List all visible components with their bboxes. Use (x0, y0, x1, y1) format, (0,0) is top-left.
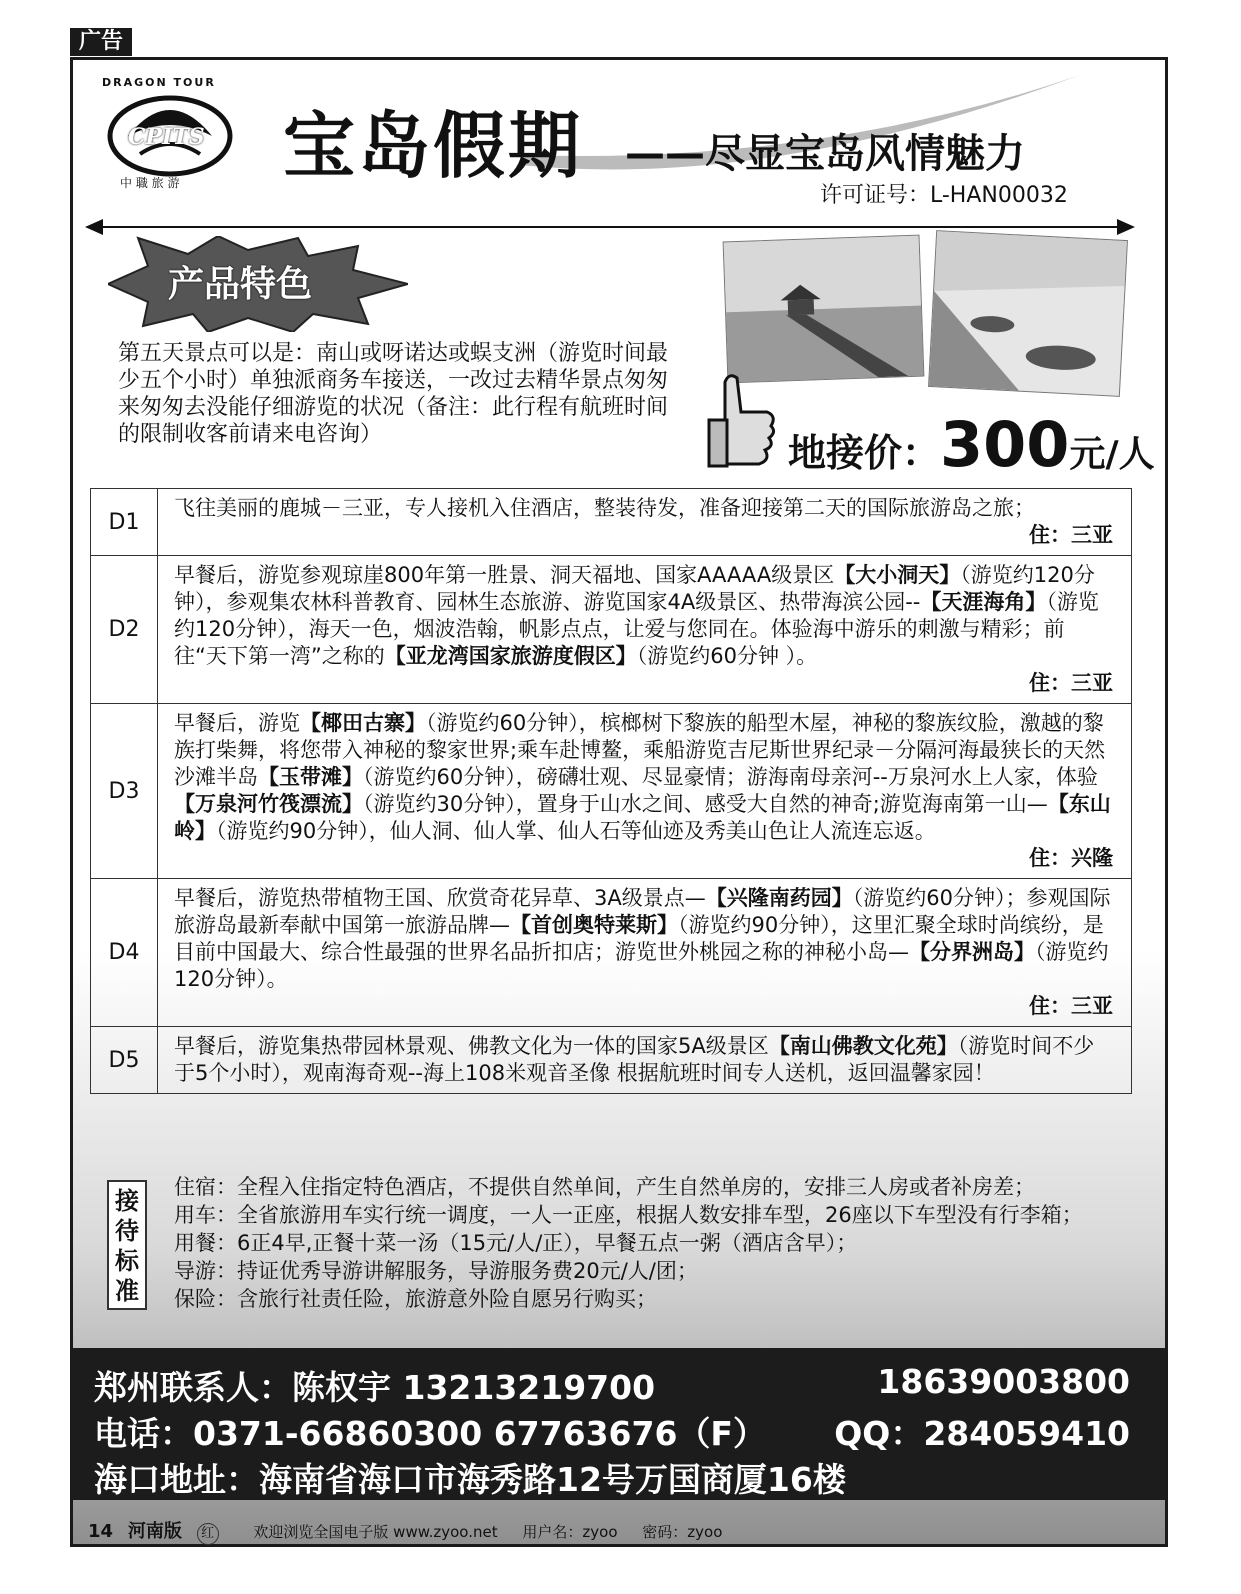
ad-tag: 广告 (70, 28, 132, 56)
itinerary-row (91, 704, 1132, 879)
contact-address: 海口地址：海南省海口市海秀路12号万国商厦16楼 (94, 1460, 846, 1499)
service-standard-item: 用餐：6正4早,正餐十菜一汤（15元/人/正），早餐五点一粥（酒店含早）； (174, 1231, 858, 1255)
password-text: 密码：zyoo (642, 1523, 723, 1541)
itinerary-text: （游览约60分钟），磅礴壮观、尽显豪情；游海南母亲河--万泉河水上人家，体验 (363, 765, 1098, 789)
itinerary-text: 飞往美丽的鹿城－三亚，专人接机入住酒店，整装待发，准备迎接第二天的国际旅游岛之旅； (174, 496, 1035, 520)
itinerary-row (91, 489, 1132, 556)
price-amount: 300 (940, 408, 1070, 481)
attraction-name: 【天涯海角】 (920, 590, 1047, 614)
edition-label: 河南版 (127, 1521, 182, 1542)
contact-phone: 电话：0371-66860300 67763676（F） (94, 1414, 766, 1453)
website-link[interactable]: 欢迎浏览全国电子版 www.zyoo.net (253, 1523, 498, 1541)
overnight-location: 住：三亚 (1029, 994, 1113, 1018)
attraction-name: 【大小洞天】 (834, 563, 961, 587)
thumbs-up-icon (705, 372, 777, 472)
contact-qq: QQ：284059410 (834, 1414, 1130, 1453)
attraction-name: 【南山佛教文化苑】 (768, 1034, 958, 1058)
itinerary-text: 早餐后，游览 (174, 711, 300, 735)
logo-bottom-text: 中 職 旅 游 (120, 176, 180, 190)
itinerary-text: （游览时间不少于5个小时），观南海奇观--海上108米观音圣像 根据航班时间专人送机，返回温馨家园！ (174, 1034, 1095, 1085)
itinerary-text: （游览约90分钟），这里汇聚全球时尚缤纷，是目前中国最大、综合性最强的世界名品折扣店；游览世外桃园之称的神秘小岛— (174, 913, 1104, 964)
itinerary-day: D4 (91, 879, 158, 1027)
attraction-name: 【首创奥特莱斯】 (510, 913, 678, 937)
overnight-location: 住：三亚 (1029, 523, 1113, 547)
attraction-name: 【玉带滩】 (258, 765, 363, 789)
attraction-name: 【万泉河竹筏漂流】 (174, 792, 363, 816)
itinerary-text: 早餐后，游览参观琼崖800年第一胜景、洞天福地、国家AAAAA级景区 (174, 563, 835, 587)
itinerary-table (90, 488, 1132, 1094)
itinerary-row (91, 1027, 1132, 1094)
itinerary-day: D5 (91, 1027, 158, 1094)
contact-person: 郑州联系人：陈权宇 13213219700 (94, 1368, 656, 1407)
itinerary-text: （游览约60分钟）；参观国际旅游岛最新奉献中国第一旅游品牌— (174, 886, 1111, 937)
attraction-name: 【椰田古寨】 (300, 711, 426, 735)
itinerary-day: D2 (91, 556, 158, 704)
contact-panel (72, 1348, 1166, 1500)
service-standards-label: 接待标准 (107, 1180, 147, 1310)
itinerary-text: 早餐后，游览热带植物王国、欣赏奇花异草、3A级景点— (174, 886, 706, 910)
itinerary-text: （游览约30分钟），置身于山水之间、感受大自然的神奇;游览海南第一山— (363, 792, 1048, 816)
itinerary-text: （游览约120分钟），海天一色，烟波浩翰，帆影点点，让爱与您同在。体验海中游乐的刺激与精彩；前往“天下第一湾”之称的 (174, 590, 1099, 668)
license-number: 许可证号：L-HAN00032 (820, 183, 1068, 208)
pier-photo (723, 235, 925, 384)
itinerary-text: （游览约120分钟），参观集农林科普教育、园林生态旅游、游览国家4A级景区、热带海滨公园-- (174, 563, 1095, 614)
feature-title: 产品特色 (168, 264, 313, 305)
itinerary-day: D3 (91, 704, 158, 879)
service-standard-item: 导游：持证优秀导游讲解服务，导游服务费20元/人/团； (174, 1259, 698, 1283)
beach-photo (928, 230, 1128, 397)
price-unit: 元/人 (1069, 434, 1155, 475)
page-number: 14 (88, 1521, 114, 1542)
service-standard-item: 保险：含旅行社责任险，旅游意外险自愿另行购买； (174, 1287, 657, 1311)
itinerary-row (91, 556, 1132, 704)
attraction-name: 【兴隆南药园】 (705, 886, 853, 910)
ad-headline: 宝岛假期 (283, 103, 584, 188)
itinerary-description (158, 704, 1132, 879)
itinerary-text: （游览约90分钟），仙人洞、仙人掌、仙人石等仙迹及秀美山色让人流连忘返。 (216, 819, 936, 843)
itinerary-day: D1 (91, 489, 158, 556)
itinerary-row (91, 879, 1132, 1027)
service-standard-item: 用车：全省旅游用车实行统一调度，一人一正座，根据人数安排车型，26座以下车型没有行李箱； (174, 1203, 1083, 1227)
edition-mark: 红 (197, 1523, 219, 1545)
attraction-name: 【亚龙湾国家旅游度假区】 (384, 644, 637, 668)
contact-mobile-2: 18639003800 (877, 1362, 1130, 1401)
price-tag (788, 408, 1155, 481)
itinerary-text: 早餐后，游览集热带园林景观、佛教文化为一体的国家5A级景区 (174, 1034, 769, 1058)
ad-subheadline: ——尽显宝岛风情魅力 (625, 131, 1025, 177)
itinerary-text: （游览约120分钟）。 (174, 940, 1109, 991)
logo-brand: CPITS (128, 124, 205, 150)
service-standard-item: 住宿：全程入住指定特色酒店，不提供自然单间，产生自然单房的，安排三人房或者补房差； (174, 1175, 1035, 1199)
itinerary-description (158, 879, 1132, 1027)
service-standards-list (174, 1173, 1083, 1313)
overnight-location: 住：兴隆 (1029, 846, 1113, 870)
price-label: 地接价： (788, 431, 941, 475)
feature-description: 第五天景点可以是：南山或呀诺达或蜈支洲（游览时间最少五个小时）单独派商务车接送，一改过去精华景点匆匆来匆匆去没能仔细游览的状况（备注：此行程有航班时间的限制收客前请来电咨询） (118, 341, 669, 447)
username-text: 用户名：zyoo (522, 1523, 618, 1541)
attraction-name: 【分界洲岛】 (909, 940, 1035, 964)
company-logo (100, 74, 250, 192)
itinerary-description (158, 489, 1132, 556)
overnight-location: 住：三亚 (1029, 671, 1113, 695)
itinerary-text: （游览约60分钟），槟榔树下黎族的船型木屋，神秘的黎族纹脸，激越的黎族打柴舞，将您带入神秘的黎家世界;乘车赴博鳌，乘船游览吉尼斯世界纪录－分隔河海最狭长的天然沙滩半岛 (174, 711, 1106, 789)
itinerary-text: （游览约60分钟 ）。 (636, 644, 818, 668)
attraction-name: 【东山岭】 (174, 792, 1111, 843)
itinerary-description (158, 556, 1132, 704)
page-footer (88, 1517, 722, 1545)
itinerary-description (158, 1027, 1132, 1094)
logo-top-text: DRAGON TOUR (102, 76, 216, 89)
